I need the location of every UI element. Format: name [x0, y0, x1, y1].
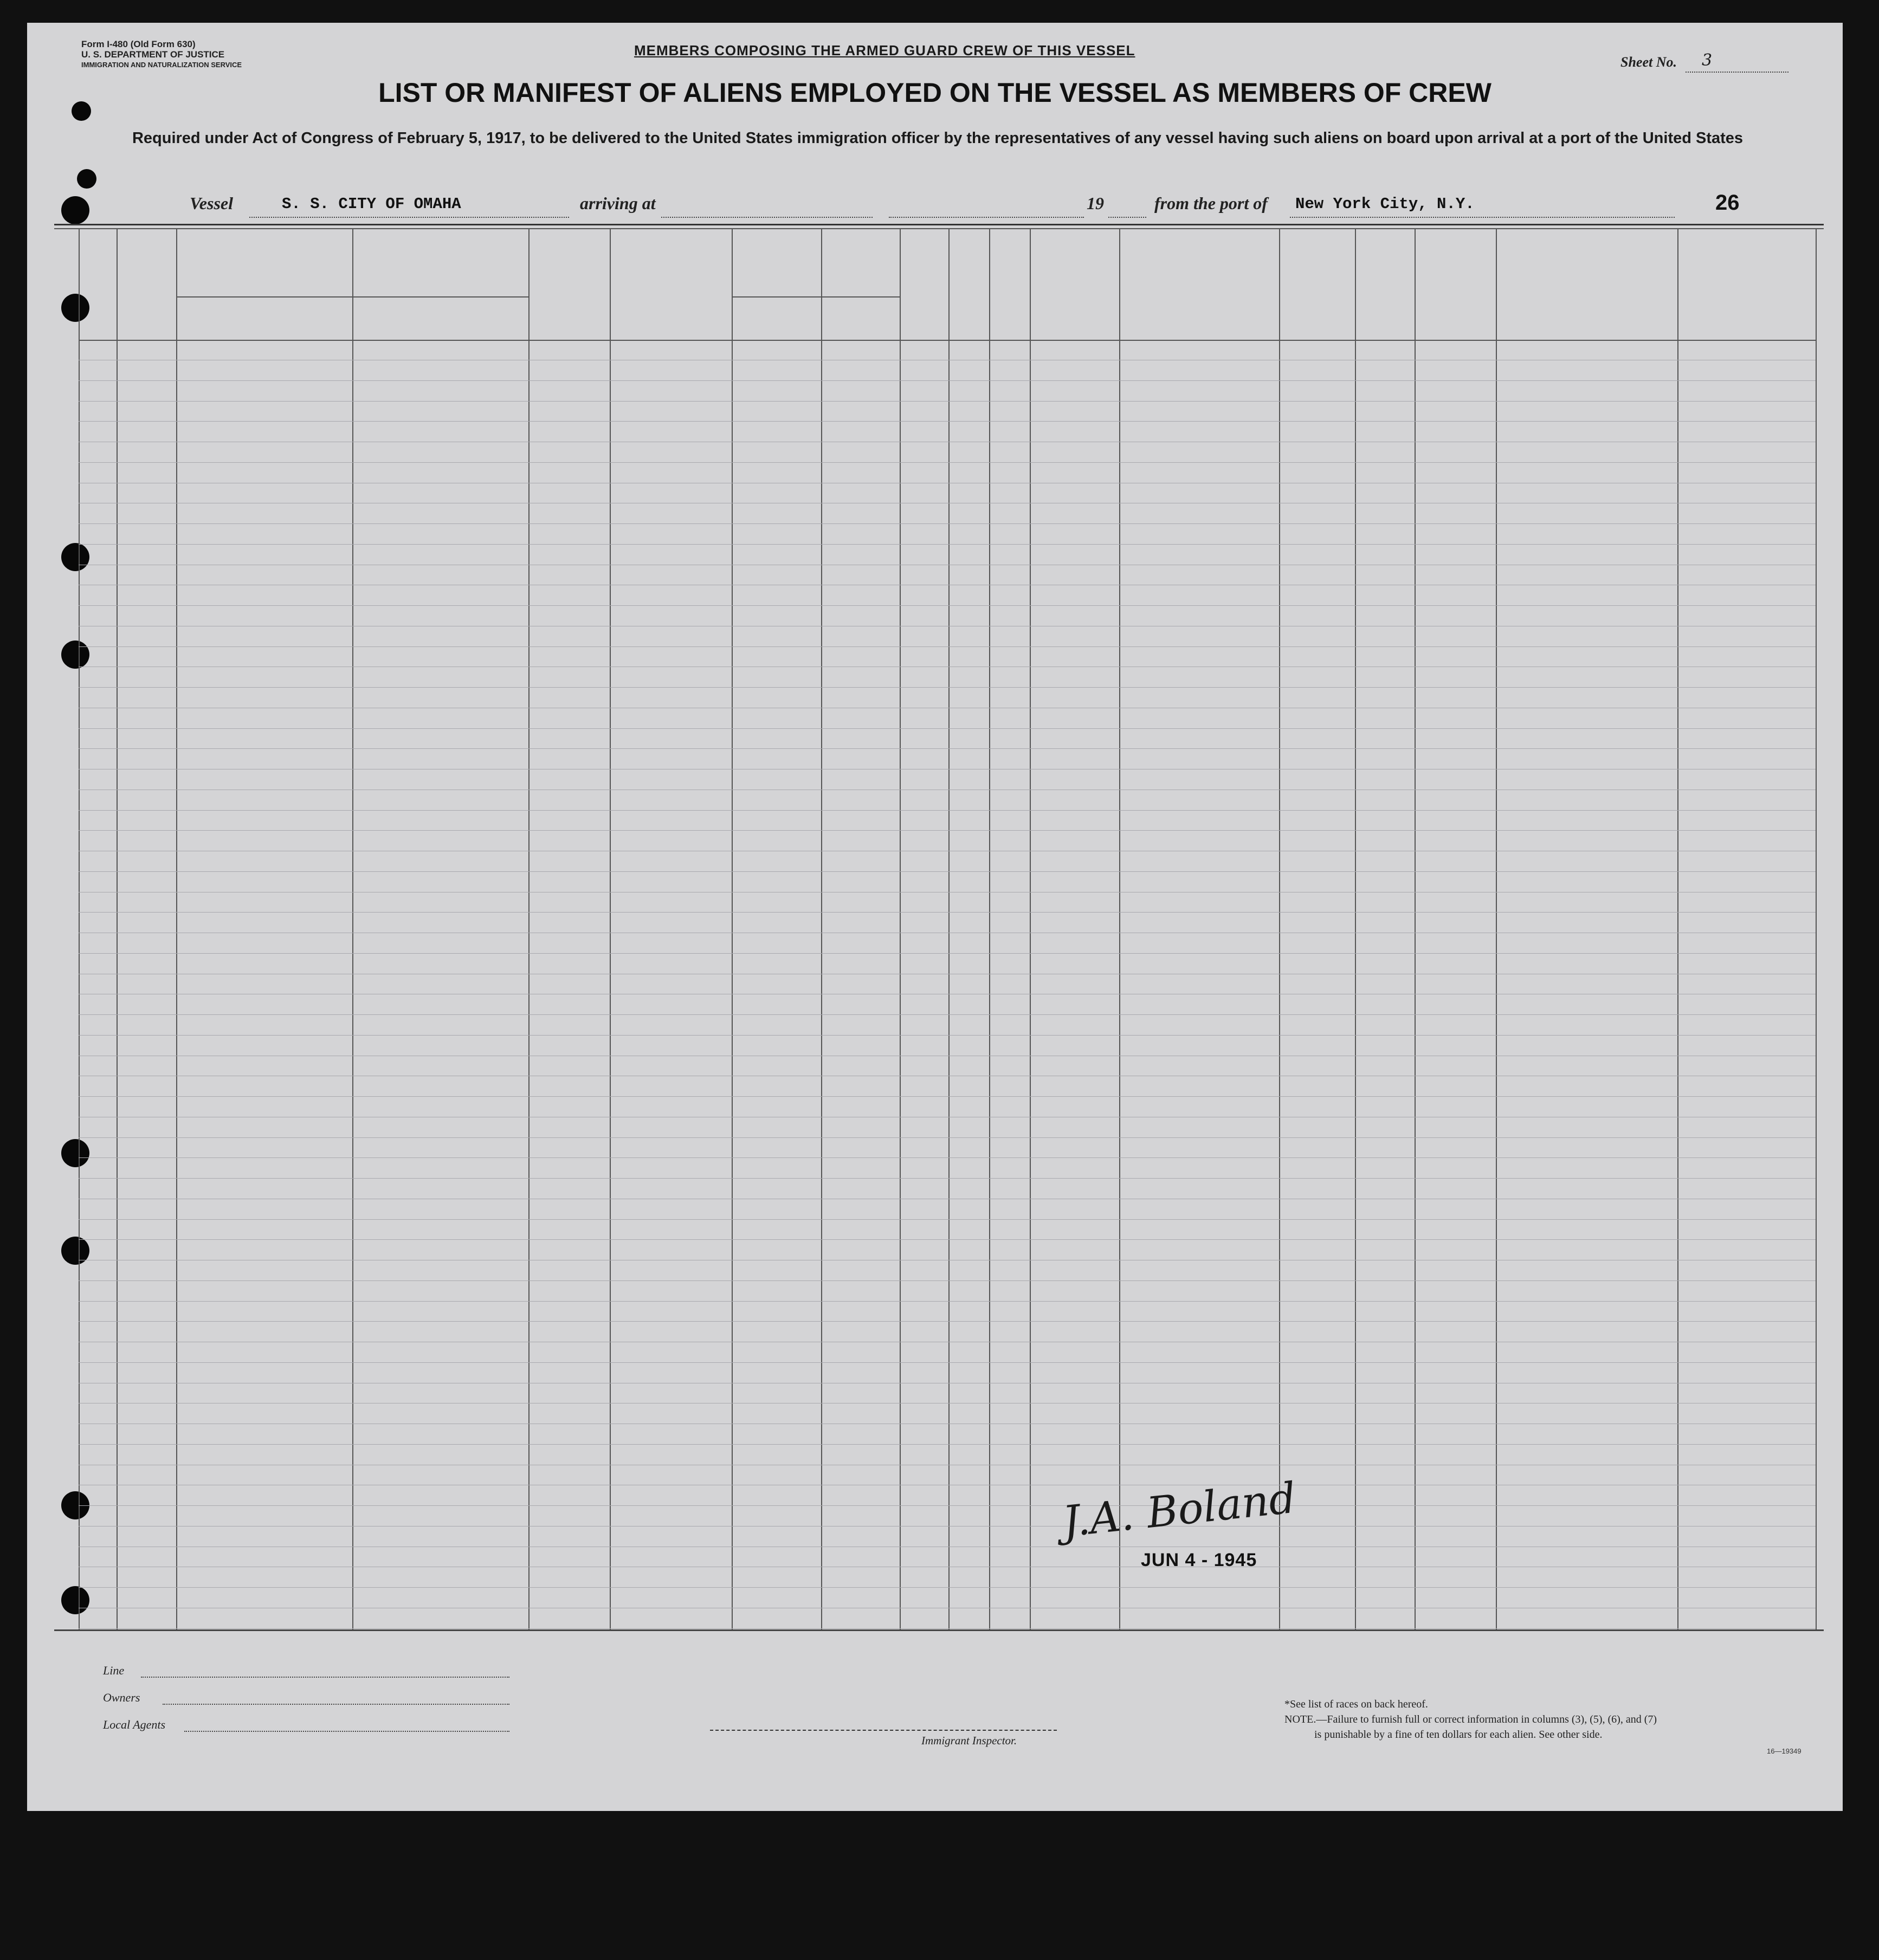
row-rule [79, 544, 1816, 545]
sheet-number-label: Sheet No. [1620, 54, 1677, 70]
column-rule [1816, 228, 1817, 1629]
row-rule [79, 728, 1816, 729]
manifest-title: LIST OR MANIFEST OF ALIENS EMPLOYED ON THE VESSEL AS MEMBERS OF CREW [378, 77, 1491, 108]
footer-line-field [141, 1677, 509, 1678]
races-note: *See list of races on back hereof. [1284, 1698, 1428, 1710]
column-rule [900, 228, 901, 1629]
row-rule [79, 1444, 1816, 1445]
row-rule [79, 1178, 1816, 1179]
vessel-label: Vessel [190, 193, 233, 213]
row-rule [79, 912, 1816, 913]
row-rule [79, 1587, 1816, 1588]
penalty-note-2: is punishable by a fine of ten dollars for each alien. See other side. [1314, 1729, 1603, 1741]
row-rule [79, 1301, 1816, 1302]
column-rule [948, 228, 950, 1629]
column-rule [1119, 228, 1120, 1629]
name-subheader-rule [176, 296, 528, 297]
form-id: Form I-480 (Old Form 630) U. S. DEPARTMENT OF JUSTICE IMMIGRATION AND NATURALIZATION SERVICE [81, 39, 242, 69]
column-rule [1415, 228, 1416, 1629]
header-bottom-rule [79, 340, 1816, 341]
row-rule [79, 1035, 1816, 1036]
from-port-label: from the port of [1154, 193, 1268, 213]
row-rule [79, 1321, 1816, 1322]
row-rule [79, 810, 1816, 811]
manifest-sheet [27, 23, 1843, 1811]
row-rule [79, 401, 1816, 402]
table-top-rule [54, 228, 1824, 229]
row-rule [79, 1505, 1816, 1506]
row-rule [79, 1628, 1816, 1629]
row-rule [79, 748, 1816, 749]
footer-line-label: Line [103, 1664, 125, 1677]
column-rule [1030, 228, 1031, 1629]
row-rule [79, 380, 1816, 381]
row-rule [79, 1239, 1816, 1240]
arriving-label: arriving at [580, 193, 656, 213]
manifest-subtitle: Required under Act of Congress of February 5, 1917, to be delivered to the United States immigration officer by the representatives of any vessel having such aliens on board upon arrival at a port of the United States [132, 130, 1744, 147]
table-top-rule [54, 224, 1824, 225]
column-rule [610, 228, 611, 1629]
page-number: 26 [1715, 191, 1740, 215]
column-rule [1355, 228, 1356, 1629]
inspector-label: Immigrant Inspector. [921, 1734, 1017, 1747]
column-rule [528, 228, 530, 1629]
inspector-signature: J.A. Boland [1060, 1473, 1299, 1547]
column-rule [1279, 228, 1280, 1629]
table-bottom-rule [54, 1629, 1824, 1631]
column-rule [1677, 228, 1678, 1629]
footer-agents-field [184, 1731, 509, 1732]
row-rule [79, 646, 1816, 647]
year-prefix: 19 [1087, 193, 1104, 213]
column-rule [989, 228, 990, 1629]
row-rule [79, 871, 1816, 872]
row-rule [79, 830, 1816, 831]
row-rule [79, 687, 1816, 688]
date-stamp: JUN 4 - 1945 [1141, 1550, 1257, 1570]
footer-owners-field [163, 1704, 509, 1705]
column-rule [732, 228, 733, 1629]
row-rule [79, 523, 1816, 524]
row-rule [79, 462, 1816, 463]
column-rule [176, 228, 177, 1629]
column-rule [117, 228, 118, 1629]
column-rule [821, 228, 822, 1629]
footer-owners-label: Owners [103, 1691, 140, 1704]
shipped-subheader-rule [732, 296, 900, 297]
row-rule [79, 605, 1816, 606]
row-rule [79, 1219, 1816, 1220]
row-rule [79, 1362, 1816, 1363]
row-rule [79, 1014, 1816, 1015]
row-rule [79, 1157, 1816, 1158]
row-rule [79, 1137, 1816, 1138]
from-port-value: New York City, N.Y. [1295, 195, 1475, 213]
column-rule [1496, 228, 1497, 1629]
column-rule [352, 228, 353, 1629]
crew-table [27, 23, 1843, 1811]
row-rule [79, 1280, 1816, 1281]
penalty-note-1: NOTE.—Failure to furnish full or correct information in columns (3), (5), (6), and (7) [1284, 1713, 1657, 1725]
footer-agents-label: Local Agents [103, 1718, 166, 1731]
row-rule [79, 421, 1816, 422]
vessel-name: S. S. CITY OF OMAHA [282, 195, 461, 213]
row-rule [79, 1096, 1816, 1097]
sheet-number-value: 3 [1702, 51, 1713, 70]
row-rule [79, 953, 1816, 954]
form-code: 16—19349 [1767, 1747, 1801, 1755]
inspector-signature-line [710, 1730, 1057, 1731]
column-rule [79, 228, 80, 1629]
armed-guard-banner: MEMBERS COMPOSING THE ARMED GUARD CREW OF THIS VESSEL [634, 42, 1135, 59]
